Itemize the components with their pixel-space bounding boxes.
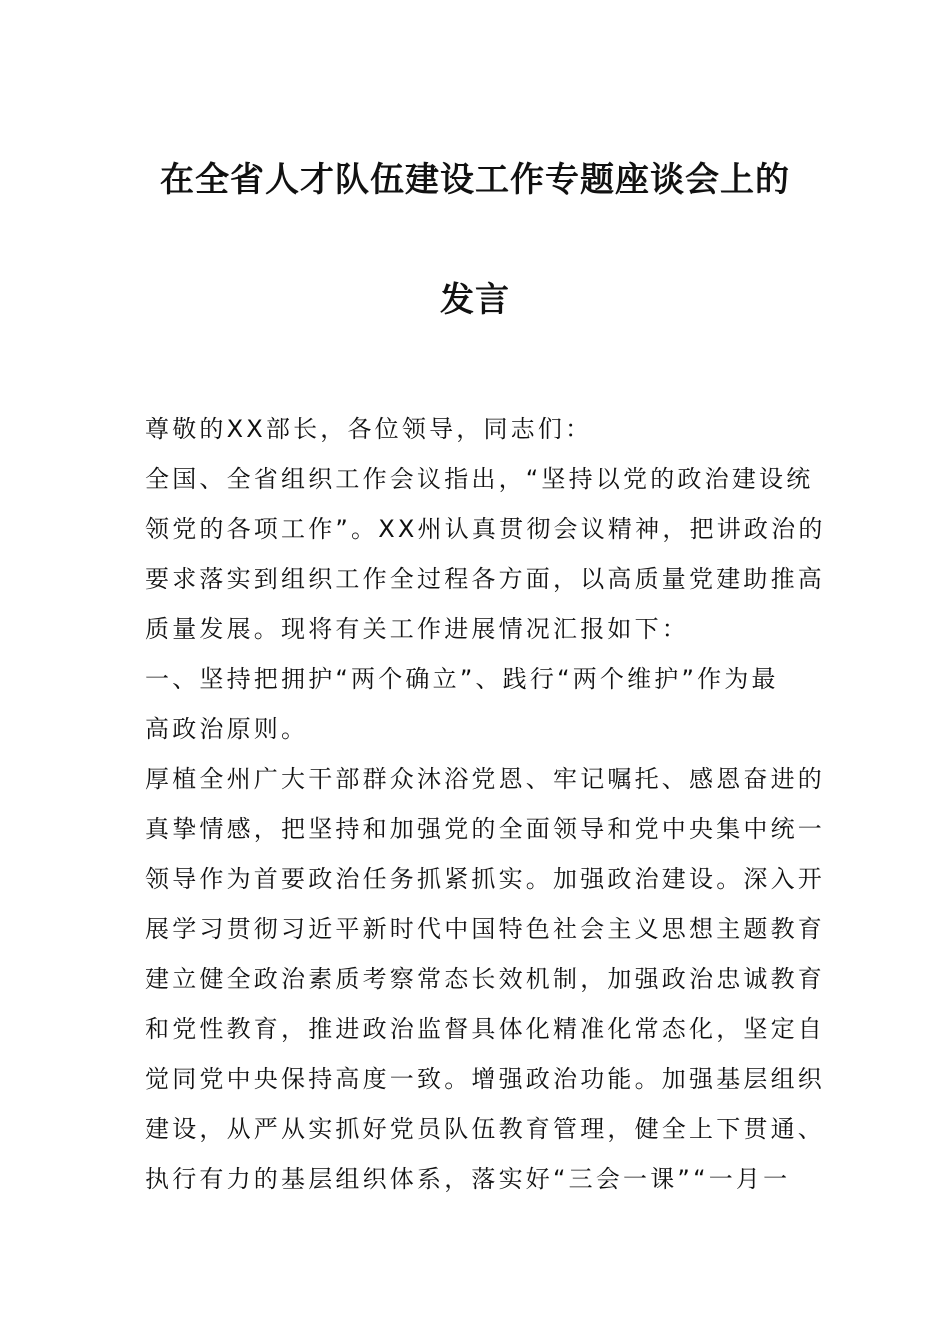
section-heading-line: 高政治原则。 bbox=[145, 715, 309, 743]
body-line: 觉同党中央保持高度一致。增强政治功能。加强基层组织 bbox=[145, 1065, 825, 1093]
body-line: 质量发展。现将有关工作进展情况汇报如下： bbox=[145, 615, 689, 643]
salutation-line: 尊敬的XX部长，各位领导，同志们： bbox=[145, 415, 593, 443]
body-line: 全国、全省组织工作会议指出，“坚持以党的政治建设统 bbox=[145, 465, 814, 493]
body-line: 建立健全政治素质考察常态长效机制，加强政治忠诚教育 bbox=[145, 965, 825, 993]
body-line: 领导作为首要政治任务抓紧抓实。加强政治建设。深入开 bbox=[145, 865, 825, 893]
body-line: 执行有力的基层组织体系，落实好“三会一课”“一月一 bbox=[145, 1165, 791, 1193]
document-title-line-1: 在全省人才队伍建设工作专题座谈会上的 bbox=[160, 160, 790, 200]
body-line: 展学习贯彻习近平新时代中国特色社会主义思想主题教育 bbox=[145, 915, 825, 943]
body-line: 和党性教育，推进政治监督具体化精准化常态化，坚定自 bbox=[145, 1015, 825, 1043]
body-line: 要求落实到组织工作全过程各方面，以高质量党建助推高 bbox=[145, 565, 825, 593]
document-title-line-2: 发言 bbox=[440, 280, 510, 320]
body-line: 建设，从严从实抓好党员队伍教育管理，健全上下贯通、 bbox=[145, 1115, 825, 1143]
body-line: 厚植全州广大干部群众沐浴党恩、牢记嘱托、感恩奋进的 bbox=[145, 765, 825, 793]
body-line: 领党的各项工作”。XX州认真贯彻会议精神，把讲政治的 bbox=[145, 515, 826, 543]
body-line: 真挚情感，把坚持和加强党的全面领导和党中央集中统一 bbox=[145, 815, 825, 843]
document-body bbox=[145, 404, 826, 1204]
section-heading-line: 一、坚持把拥护“两个确立”、践行“两个维护”作为最 bbox=[145, 665, 779, 693]
